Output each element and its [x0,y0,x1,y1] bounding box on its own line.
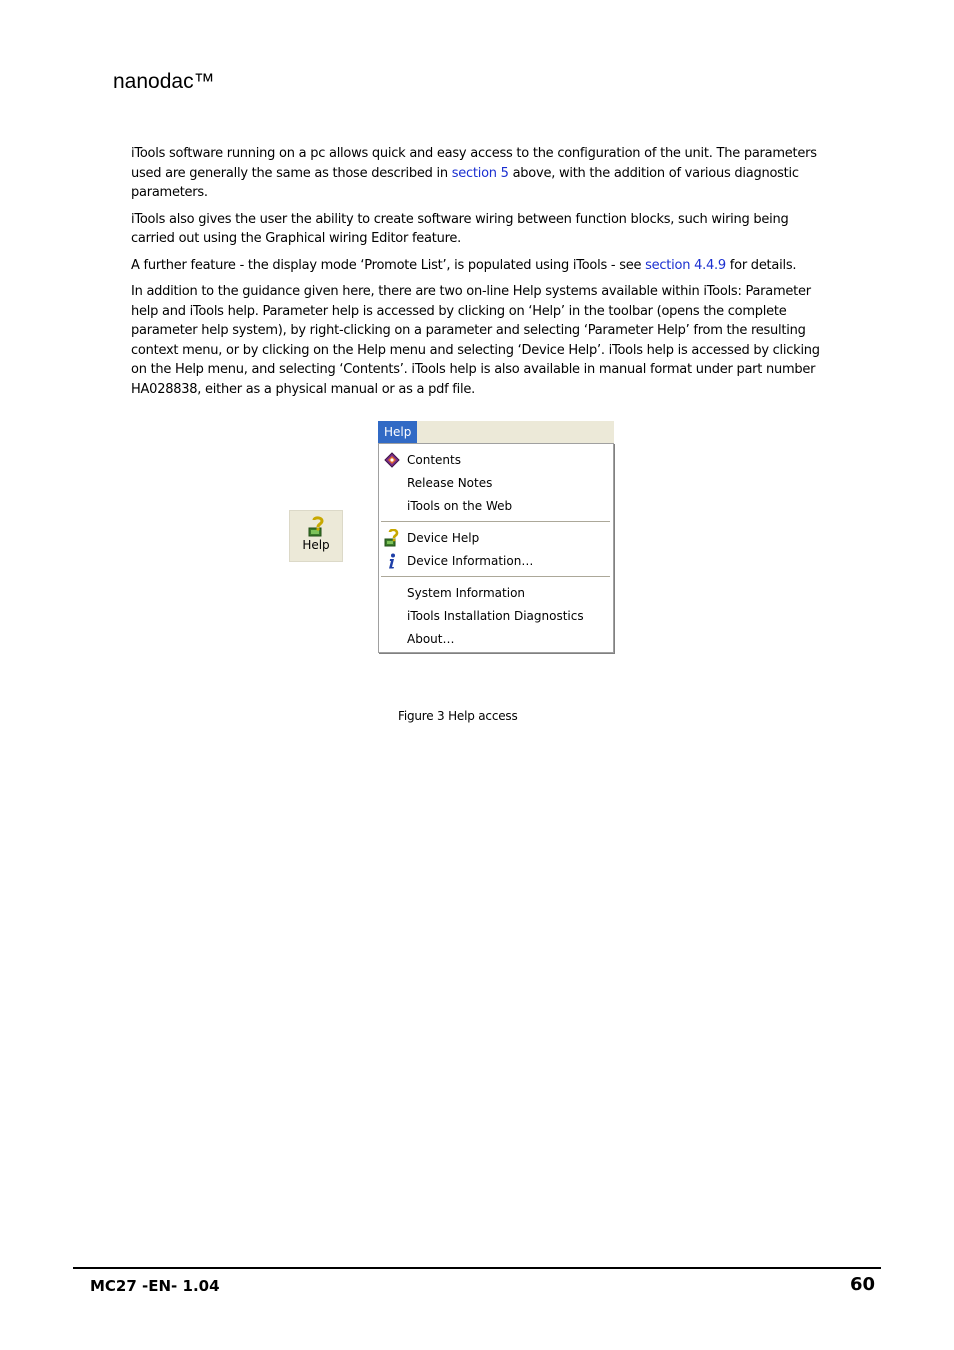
paragraph-2: iTools also gives the user the ability to create software wiring between function blocks, such wiring being carried out using the Graphical wiring Editor feature. [131,211,789,246]
menu-separator [381,521,610,523]
help-menu-dropdown [378,443,614,653]
footer-page-number: 60 [850,1274,876,1295]
menu-separator [381,576,610,578]
paragraph-3-text-end: for details. [725,257,797,273]
body-text [131,144,831,406]
page-header-title: nanodac™ [113,70,215,93]
menu-item-system-information[interactable] [379,582,611,604]
menu-item-itools-on-the-web[interactable] [379,495,611,517]
menu-item-device-help[interactable] [379,527,611,549]
link-section-5[interactable]: section 5 [451,165,509,181]
figure-caption: Figure 3 Help access [398,709,518,723]
menu-item-label: iTools Installation Diagnostics [407,609,584,623]
info-icon [383,552,401,570]
paragraph-3-text: A further feature - the display mode ‘Promote List’, is populated using iTools - see [131,257,646,273]
menu-item-label: System Information [407,586,526,600]
help-question-icon [383,529,401,547]
menu-item-label: About… [407,632,455,646]
menu-item-label: Release Notes [407,476,493,490]
menu-item-release-notes[interactable] [379,472,611,494]
paragraph-3 [131,256,831,276]
menu-item-about[interactable] [379,628,611,650]
menu-help[interactable]: Help [378,421,417,443]
paragraph-1-text: iTools software running on a pc allows quick and easy access to the configuration of the unit. The parameters used are generally the same as those described in [131,146,817,181]
paragraph-1-text-end: above, with the addition of various diagnostic parameters. [131,165,799,200]
paragraph-1 [131,144,831,203]
menu-item-itools-installation-diagnostics[interactable] [379,605,611,627]
footer-divider [73,1267,881,1269]
help-book-icon [383,451,401,469]
menu-item-label: Device Help [407,531,480,545]
footer-doc-id: MC27 -EN- 1.04 [90,1277,220,1295]
toolbar-help-button[interactable] [289,510,343,562]
menu-item-label: iTools on the Web [407,499,513,513]
menu-bar [378,421,614,443]
menu-item-label: Contents [407,453,461,467]
menu-item-contents[interactable] [379,449,611,471]
help-question-icon [305,516,327,538]
link-section-4-4-9[interactable]: section 4.4.9 [645,257,726,273]
toolbar-help-button-label: Help [302,538,330,552]
paragraph-4: In addition to the guidance given here, there are two on-line Help systems available within iTools: Parameter help and iTools help. Parameter help is accessed by clicking on ‘Help’ in the toolbar (opens the complete parameter help system), by right-clicking on a parameter and selecting ‘Parameter Help’ from the resulting context menu, or by clicking on the Help menu and selecting ‘Device Help’. iTools help is accessed by clicking on the Help menu, and selecting ‘Contents’. iTools help is also available in manual format under part number HA028838, either as a physical manual or as a pdf file. [131,284,820,397]
menu-item-label: Device Information… [407,554,534,568]
menu-item-device-information[interactable] [379,550,611,572]
